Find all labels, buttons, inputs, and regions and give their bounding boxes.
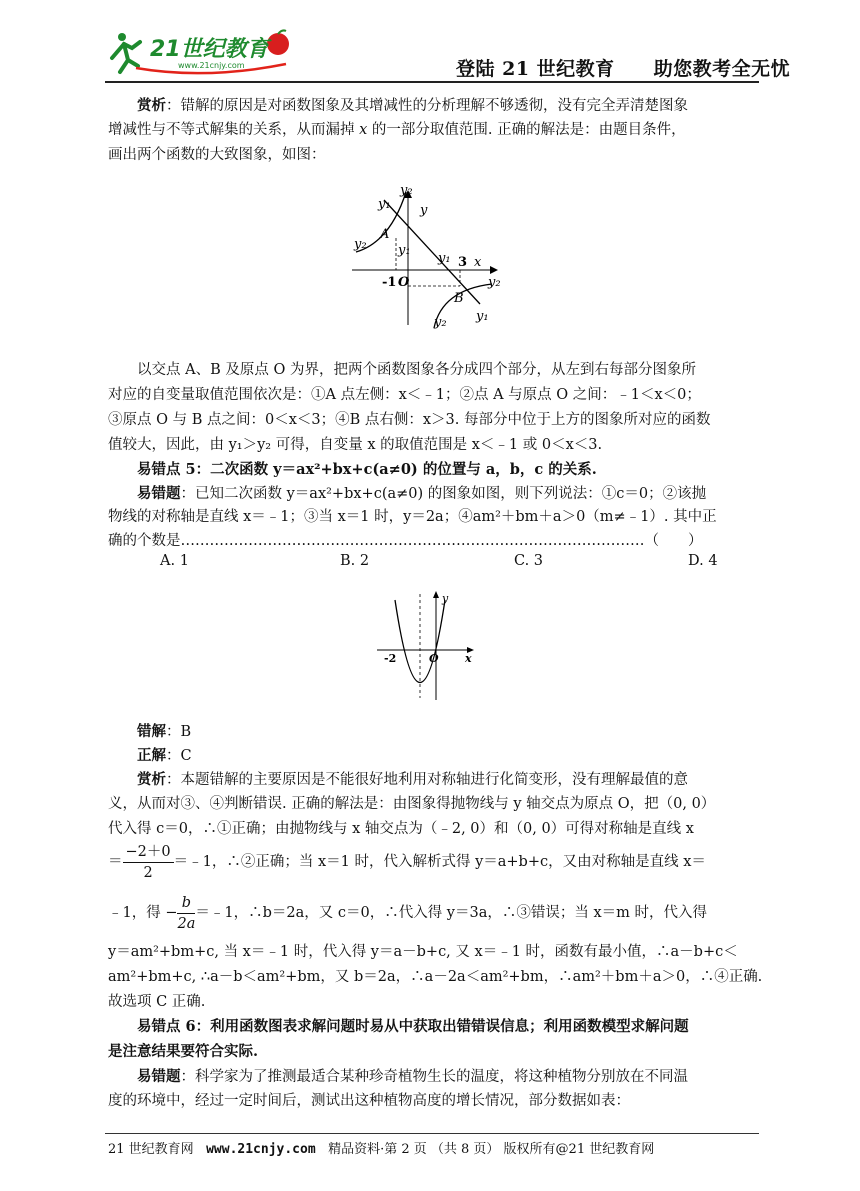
question2-line2: 度的环境中，经过一定时间后，测试出这种植物高度的增长情况，部分数据如表： [108, 1093, 630, 1109]
label-y1-bottom: y₁ [476, 309, 489, 324]
para1-line1: 赏析：错解的原因是对函数图象及其增减性的分析理解不够透彻，没有完全弄清楚图象 [137, 97, 688, 114]
analysis-line6: y＝am²+bm+c, 当 x＝﹣1 时，代入得 y＝a－b+c, 又 x＝﹣1 时，函数有最小值，∴a－b+c＜ [108, 944, 738, 960]
parabola-graph [375, 590, 485, 708]
footer-info: 精品资料·第 2 页 （共 8 页） 版权所有@21 世纪教育网 [328, 1142, 655, 1157]
analysis-line2: 义，从而对③、④判断错误. 正确的解法是：由图象得抛物线与 y 轴交点为原点 O，把（0, 0） [108, 796, 716, 812]
wrong-answer: 错解：B [137, 723, 192, 740]
logo-url: www.21cnjy.com [178, 61, 245, 70]
point6-line2: 是注意结果要符合实际. [108, 1043, 259, 1060]
footer-site: 21 世纪教育网 [108, 1142, 194, 1157]
label-point-a: A [380, 227, 390, 242]
label-y1-right: y₁ [438, 251, 451, 266]
para1-line2: 增减性与不等式解集的关系，从而漏掉 x 的一部分取值范围. 正确的解法是：由题目条件， [108, 122, 686, 138]
fraction-b-over-2a: $\frac{b}{2a}$ [177, 894, 196, 932]
analysis-line5: ﹣1，得 − $\frac{b}{2a}$ ＝﹣1，∴b＝2a，又 c＝0，∴代入得 y＝3a，∴③错误；当 x＝m 时，代入得 [108, 894, 708, 932]
label-origin-2: O [429, 652, 439, 665]
label-x-axis: x [474, 255, 482, 270]
para1-label: 赏析 [137, 97, 166, 114]
label-y-axis-2: y [442, 592, 449, 605]
question-line1: 易错题：已知二次函数 y＝ax²+bx+c(a≠0) 的图象如图，则下列说法：①c＝0；②该抛 [137, 485, 707, 502]
header-divider [105, 81, 759, 83]
question2-label: 易错题 [137, 1068, 181, 1085]
analysis-line3: 代入得 c＝0，∴①正确；由抛物线与 x 轴交点为（﹣2, 0）和（0, 0）可得对称轴是直线 x [108, 821, 694, 837]
footer-url[interactable]: www.21cnjy.com [206, 1142, 316, 1157]
analysis-label: 赏析 [137, 771, 166, 788]
label-neg-two: -2 [384, 652, 397, 665]
label-y1-top: y₁ [378, 197, 391, 212]
para2-line3: ③原点 O 与 B 点之间：0＜x＜3；④B 点右侧：x＞3. 每部分中位于上方的图象所对应的函数 [108, 412, 711, 428]
para2-line1: 以交点 A、B 及原点 O 为界，把两个函数图象各分成四个部分，从左到右每部分图象所 [137, 362, 696, 378]
analysis-line8: 故选项 C 正确. [108, 994, 206, 1010]
inverse-linear-graph [350, 180, 510, 330]
footer-divider [105, 1133, 759, 1134]
label-x-axis-2: x [465, 652, 472, 665]
label-y2-top: y₂ [400, 183, 413, 198]
label-y1-mid: y₁ [398, 243, 411, 258]
label-y-axis: y [420, 203, 428, 218]
option-b: B. 2 [340, 553, 370, 569]
question-line3: 确的个数是……………………………………………………………………………………（ ） [108, 533, 703, 549]
logo-text: 21世纪教育 [150, 37, 269, 62]
label-y2-left: y₂ [354, 237, 367, 252]
label-point-b: B [454, 291, 464, 306]
page-footer [108, 1138, 654, 1157]
right-answer: 正解：C [137, 747, 192, 764]
option-c: C. 3 [514, 553, 544, 569]
point6-line1: 易错点 6：利用函数图表求解问题时易从中获取出错错误信息；利用函数模型求解问题 [137, 1018, 689, 1035]
label-origin: O [398, 275, 410, 290]
option-d: D. 4 [688, 553, 718, 569]
analysis-line4: ＝ $\frac{-2+0}{2}$ ＝﹣1，∴②正确；当 x＝1 时，代入解析式得 y＝a+b+c，又由对称轴是直线 x＝ [108, 843, 706, 881]
para2-line4: 值较大，因此，由 y₁＞y₂ 可得，自变量 x 的取值范围是 x＜﹣1 或 0＜x＜3. [108, 437, 603, 453]
label-three: 3 [458, 255, 468, 270]
header-slogan: 登陆 21 世纪教育 助您教考全无忧 [456, 58, 791, 80]
point5-title: 易错点 5：二次函数 y＝ax²+bx+c(a≠0) 的位置与 a，b，c 的关系. [137, 461, 597, 478]
fraction-axis: $\frac{-2+0}{2}$ [123, 842, 174, 883]
label-neg-one: -1 [382, 275, 397, 290]
para1-line3: 画出两个函数的大致图象，如图： [108, 147, 326, 163]
question-label: 易错题 [137, 485, 181, 502]
question-line2: 物线的对称轴是直线 x＝﹣1；③当 x＝1 时，y＝2a；④am²＋bm＋a＞0（m≠﹣1）. 其中正 [108, 509, 717, 525]
label-y2-right: y₂ [488, 275, 501, 290]
option-a: A. 1 [160, 553, 189, 569]
analysis-line1: 赏析：本题错解的主要原因是不能很好地利用对称轴进行化简变形，没有理解最值的意 [137, 771, 688, 788]
analysis-line7: am²+bm+c, ∴a－b＜am²+bm，又 b＝2a，∴a－2a＜am²+bm，∴am²＋bm＋a＞0，∴④正确. [108, 969, 763, 985]
question2-line1: 易错题：科学家为了推测最适合某种珍奇植物生长的温度，将这种植物分别放在不同温 [137, 1068, 688, 1085]
label-y2-bottom: y₂ [434, 315, 447, 330]
para2-line2: 对应的自变量取值范围依次是：①A 点左侧：x＜﹣1；②点 A 与原点 O 之间：﹣1＜x＜0； [108, 387, 701, 403]
site-logo [106, 28, 296, 80]
